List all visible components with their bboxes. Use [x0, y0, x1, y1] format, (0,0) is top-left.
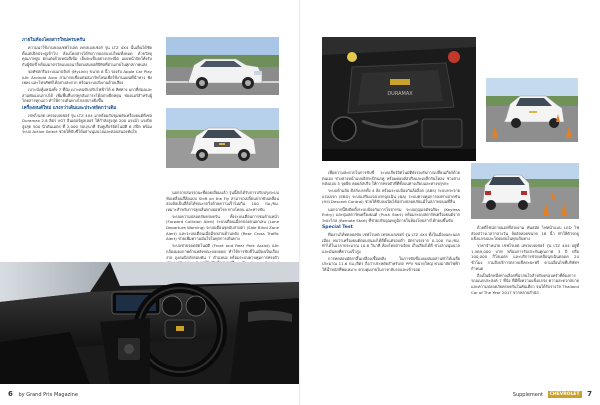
paragraph: จอทัชสกรีนระบบมายลิงก์ (MyLink) ขนาด 8 นิ้ว รองรับ Apple Car Play และ Android Auto สามารถเชื่อมต่อสมาร์ทโฟนเพื่อใช้งานแผนที่นำทาง ฟังเพลง และโทรศัพท์ได้อย่างสะดวก พร้อมระบบสั่งงานด้วยเสียง [22, 68, 152, 86]
left-col-2 [166, 190, 279, 260]
paragraph: ทีมงานได้ทดลองขับ เชฟโรเลต เทรลเบลเซอร์ รุ่น LTZ 4X4 ทั้งในเมืองและนอกเมือง พบว่าเครื่องยนต์ตอบสนองได้ดีตั้งแต่รอบต่ำ อัตราเร่งจาก 0-100 กม./ชม. ทำได้ในเวลาประมาณ 10.8 วินาที ห้องโดยสารเงียบ เก็บเสียงได้ดี ช่วงล่างนุ่มนวลและมั่นคงที่ความเร็วสูง [322, 231, 460, 254]
right-footer [513, 389, 592, 399]
svg-text:DURAMAX: DURAMAX [387, 91, 413, 97]
paragraph: ระบบช่วยจอดอัตโนมัติ (Front and Rear Park Assist) และกล้องมองภาพด้านหลังขณะถอยจอด ทำให้การขับขี่ในเมืองเป็นเรื่องง่าย ถุงลมนิรภัยรอบคัน 7 ตำแหน่ง พร้อมระบบควบคุมการทรงตัว [166, 243, 279, 260]
paragraph: ราคาจำหน่าย เชฟโรเลต เทรลเบลเซอร์ รุ่น LTZ 4X4 อยู่ที่ 1,589,000 บาท พร้อมการรับประกันคุณภาพ 3 ปี หรือ 100,000 กิโลเมตร และบริการช่วยเหลือฉุกเฉินตลอด 24 ชั่วโมง รวมถึงบริการตรวจเช็คระยะฟรี ตามเงื่อนไขที่บริษัทฯ กำหนด [471, 243, 579, 271]
footer-publication: by Grand Prix Magazine [18, 392, 78, 398]
section-heading-special-test: Special Test [322, 224, 353, 230]
paragraph: การทดสอบอัตราสิ้นเปลืองเชื้อเพลิง ในการขับขี่แบบผสมผสานทำได้เฉลี่ยประมาณ 11.6 กม./ลิตร ถือว่าประหยัดสำหรับรถ PPV ขนาดใหญ่ พวงมาลัยไฟฟ้าให้น้ำหนักที่พอเหมาะ ควบคุมง่ายในการกลับรถและเข้าจอด [322, 255, 460, 272]
chevrolet-logo: CHEVROLET [549, 392, 580, 397]
right-col-1 [322, 170, 460, 386]
page-number: 7 [587, 390, 592, 398]
right-col-2 [471, 225, 579, 385]
page-number: 6 [8, 390, 13, 398]
paragraph: ถือเป็นอีกหนึ่งทางเลือกที่น่าสนใจสำหรับครอบครัวที่ต้องการรถอเนกประสงค์ 7 ที่นั่ง ที่มีทั้งความแข็งแกร่ง ความสะดวกสบาย และความปลอดภัยครบครันในคันเดียว จนได้รับรางวัล Thailand Car of The Year 2017 จากหลายสำนัก [471, 272, 579, 295]
paragraph: ระบบห้ามล้อ ดิสก์เบรกทั้ง 4 ล้อ พร้อมระบบป้องกันล้อล็อก (ABS) ระบบกระจายแรงเบรก (EBD) ระบบเสริมแรงเบรกฉุกเฉิน (BA) ระบบควบคุมการลงทางลาดชัน (Hill Descent Control) ช่วยให้ขับลงเนินได้อย่างปลอดภัยแม้ในสภาพถนนที่ลื่น [322, 188, 460, 205]
paragraph: ความน่าใช้งานของเชฟโรเลต เทรลเบลเซอร์ รุ่น LTZ 4X4 นั้นเห็นได้ชัดตั้งแต่เปิดประตูเข้าไป ห้องโดยสารได้รับการออกแบบใหม่ทั้งหมด ด้วยวัสดุคุณภาพสูง ตกแต่งด้วยหนังสีเข้ม เย็บตะเข็บอย่างประณีต แผงหน้าปัดโค้งรับกับผู้ขับขี่ พร้อมมาตรวัดแบบอนาล็อกผสมจอดิจิทัลที่อ่านง่ายในทุกสภาพแสง [22, 45, 152, 67]
photo-suv-front-open [166, 108, 279, 168]
paragraph: เพื่อความสะดวกในการขับขี่ ระบบเกียร์อัตโนมัติยังรองรับการเปลี่ยนเกียร์ด้วยตนเอง ช่วงล่างหน้าแบบอิสระปีกนกคู่ พร้อมคอยล์สปริงและเหล็กกันโคลง ช่วงล่างหลังแบบ 5 จุดยึด คอยล์สปริง ให้การทรงตัวที่ดีทั้งบนทางเรียบและทางขรุขระ [322, 170, 460, 187]
left-footer [8, 389, 78, 399]
right-page [301, 0, 600, 405]
paragraph: นอกจากนี้ยังติดตั้งระบบป้องกันการโจรกรรม ระบบกุญแจอัจฉริยะ (Keyless Entry) และปุ่มสตาร์ทเครื่องยนต์ (Push Start) พร้อมระบบสตาร์ทเครื่องยนต์จากระยะไกล (Remote Start) ที่ช่วยปรับอุณหภูมิภายในห้องโดยสารได้ก่อนขึ้นขับ [322, 206, 460, 223]
paragraph: ด้วยดีไซน์ภายนอกที่สวยงาม ทันสมัย ไฟหน้าแบบ LED ไฟส่องสว่างเวลากลางวัน ล้ออัลลอยขนาด 18 นิ้ว ทำให้ตัวรถดูแข็งแกร่งและโดดเด่นในทุกเส้นทาง [471, 225, 579, 242]
photo-suv-cones-rear [471, 163, 579, 219]
paragraph: เบาะนั่งหุ้มหนังทั้ง 7 ที่นั่ง เบาะคนขับปรับไฟฟ้าได้ 6 ทิศทาง แถวที่สองและสามพับแบนราบได้ เพิ่มพื้นที่บรรทุกสัมภาระได้อย่างยืดหยุ่น ช่องแอร์สำหรับผู้โดยสารทุกแถว ทำให้การเดินทางไกลสบายยิ่งขึ้น [22, 87, 152, 104]
footer-supplement-label: Supplement [512, 392, 543, 398]
photo-engine-bay [322, 37, 476, 161]
paragraph: เชฟโรเลต เทรลเบลเซอร์ รุ่น LTZ 4X4 มาพร้อมกับขุมพลังเครื่องยนต์ดีเซล Duramax 2.8 ลิตร VGT อินเตอร์คูลเลอร์ ให้กำลังสูงสุด 200 แรงม้า แรงบิดสูงสุด 500 นิวตันเมตร ที่ 2,000 รอบ/นาที จับคู่เกียร์อัตโนมัติ 6 สปีด พร้อมระบบ Active Select ช่วยให้ขับขี่ได้อย่างนุ่มนวลและตอบสนองทันใจ [22, 112, 152, 135]
paragraph: นอกจากสมรรถนะที่ยอดเยี่ยมแล้ว รุ่นนี้ยังได้รับการปรับปรุงระบบขับเคลื่อนสี่ล้อแบบ Shift on the Fly สามารถเปลี่ยนจากขับเคลื่อนสองล้อเป็นสี่ล้อได้ขณะรถวิ่งด้วยความเร็วไม่เกิน 100 กม./ชม. เหมาะสำหรับการลุยเส้นทางออฟโรด ทางโคลน และทางชัน [166, 190, 279, 212]
photo-interior-dashboard [0, 262, 299, 384]
photo-suv-front-road [166, 37, 279, 95]
section-heading-interior: ภายในห้องโดยสารใหม่ครบครัน [22, 38, 86, 43]
photo-suv-cones-front [486, 78, 578, 142]
section-heading-engine: เครื่องยนต์ใหม่ แรงกว่าเดิมและประหยัดกว่าเดิม [22, 105, 117, 111]
left-col-1 [22, 37, 152, 273]
paragraph: ระบบความปลอดภัยครบครัน ทั้งระบบเตือนการชนด้านหน้า (Forward Collision Alert) ระบบเตือนเมื่อรถออกนอกเลน (Lane Departure Warning) ระบบเตือนจุดอับสายตา (Side Blind Zone Alert) และระบบเตือนเมื่อมีรถผ่านด้านหลัง (Rear Cross Traffic Alert) ช่วยเพิ่มความมั่นใจในทุกการเดินทาง [166, 213, 279, 242]
